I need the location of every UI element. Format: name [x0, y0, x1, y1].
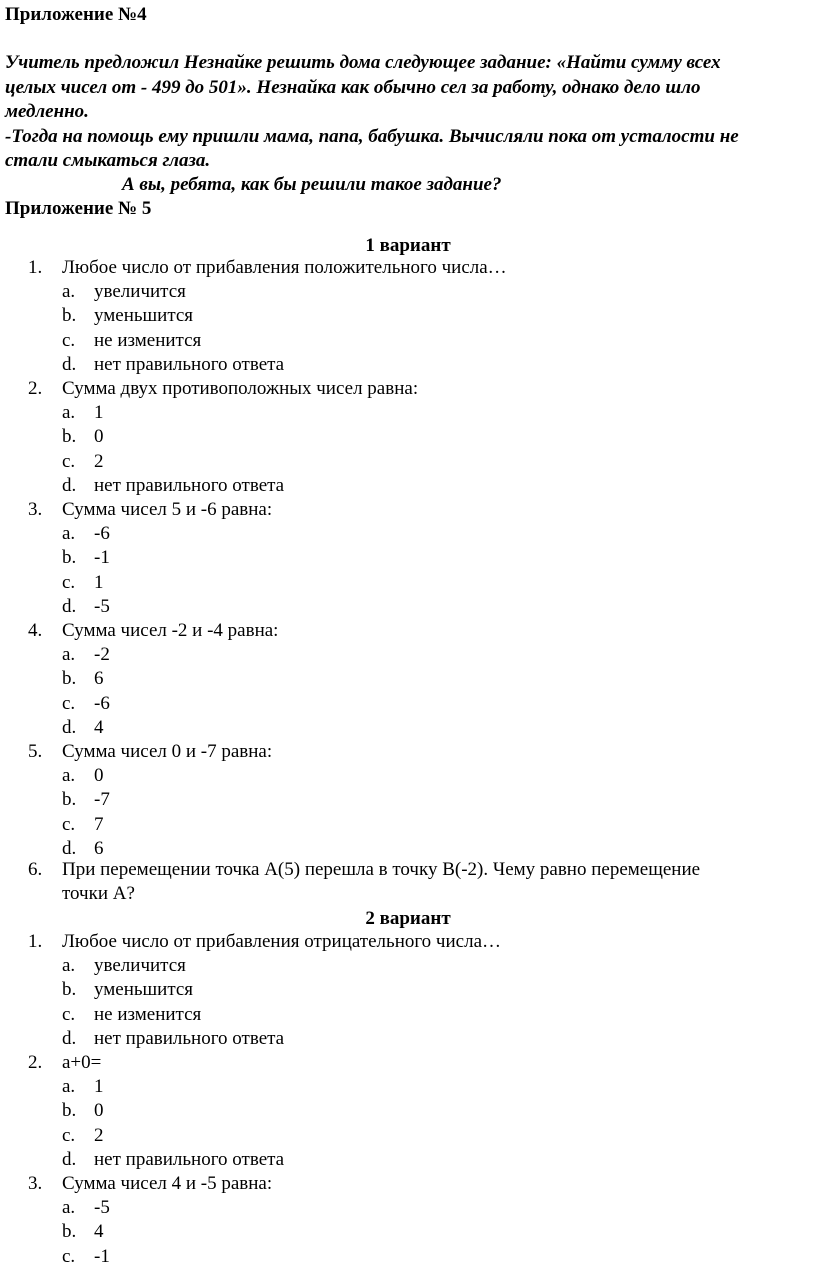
option-letter: d. — [62, 353, 77, 375]
option-text: -6 — [94, 523, 110, 545]
option-letter: d. — [62, 716, 77, 738]
question-text: При перемещении точка А(5) перешла в точку В(-2). Чему равно перемещение — [62, 859, 701, 880]
variant-2-title: 2 вариант — [365, 908, 451, 929]
question-number: 1. — [28, 257, 43, 278]
option-text: -2 — [94, 644, 110, 666]
option-text: увеличится — [94, 281, 186, 303]
option-letter: c. — [62, 1245, 76, 1267]
option-letter: d. — [62, 1148, 77, 1170]
question-number: 3. — [28, 499, 43, 520]
option-letter: d. — [62, 595, 77, 617]
option-letter: c. — [62, 813, 76, 835]
question-text: Любое число от прибавления отрицательного числа… — [62, 931, 502, 952]
option-text: 0 — [94, 426, 104, 448]
question-number: 6. — [28, 859, 43, 880]
question-number: 3. — [28, 1173, 43, 1194]
question-text: Сумма двух противоположных чисел равна: — [62, 378, 419, 399]
question-number: 1. — [28, 931, 43, 952]
option-text: 0 — [94, 765, 104, 787]
option-letter: b. — [62, 1221, 77, 1243]
story-line: медленно. — [5, 101, 89, 122]
option-letter: b. — [62, 668, 77, 690]
question-number: 4. — [28, 620, 43, 641]
variant-1-title: 1 вариант — [365, 235, 451, 256]
option-letter: b. — [62, 426, 77, 448]
option-letter: c. — [62, 692, 76, 714]
story-line: -Тогда на помощь ему пришли мама, папа, бабушка. Вычисляли пока от усталости не — [5, 126, 739, 147]
question-text: Сумма чисел 0 и -7 равна: — [62, 741, 273, 762]
question-number: 2. — [28, 378, 43, 399]
option-letter: b. — [62, 1100, 77, 1122]
story-line: Учитель предложил Незнайке решить дома следующее задание: «Найти сумму всех — [5, 52, 721, 73]
question-text: Сумма чисел 4 и -5 равна: — [62, 1173, 273, 1194]
question-text: a+0= — [62, 1052, 102, 1073]
story-line: стали смыкаться глаза. — [5, 150, 211, 171]
question-number: 5. — [28, 741, 43, 762]
option-text: нет правильного ответа — [94, 474, 285, 496]
option-letter: c. — [62, 329, 76, 351]
option-text: 1 — [94, 1076, 104, 1098]
option-text: -7 — [94, 789, 110, 811]
option-text: 0 — [94, 1100, 104, 1122]
option-text: 6 — [94, 837, 104, 859]
option-letter: a. — [62, 1197, 76, 1219]
question-text: Сумма чисел 5 и -6 равна: — [62, 499, 273, 520]
option-letter: a. — [62, 955, 76, 977]
question-text: точки А? — [62, 883, 135, 904]
option-letter: b. — [62, 305, 77, 327]
option-text: уменьшится — [94, 305, 194, 327]
option-letter: c. — [62, 1003, 76, 1025]
option-text: нет правильного ответа — [94, 1027, 285, 1049]
option-letter: a. — [62, 644, 76, 666]
story-question: А вы, ребята, как бы решили такое задание? — [122, 174, 502, 195]
option-letter: a. — [62, 1076, 76, 1098]
option-text: 6 — [94, 668, 104, 690]
option-text: 4 — [94, 1221, 104, 1243]
option-text: не изменится — [94, 1003, 202, 1025]
option-letter: b. — [62, 979, 77, 1001]
option-letter: a. — [62, 523, 76, 545]
option-text: -1 — [94, 547, 110, 569]
option-text: -6 — [94, 692, 110, 714]
option-text: не изменится — [94, 329, 202, 351]
option-text: 1 — [94, 402, 104, 424]
option-letter: b. — [62, 789, 77, 811]
option-text: уменьшится — [94, 979, 194, 1001]
option-letter: b. — [62, 547, 77, 569]
question-number: 2. — [28, 1052, 43, 1073]
option-text: -5 — [94, 1197, 110, 1219]
option-letter: a. — [62, 281, 76, 303]
appendix-5-heading: Приложение № 5 — [5, 198, 152, 219]
option-letter: c. — [62, 571, 76, 593]
option-letter: d. — [62, 474, 77, 496]
option-text: 4 — [94, 716, 104, 738]
story-line: целых чисел от - 499 до 501». Незнайка как обычно сел за работу, однако дело шло — [5, 77, 701, 98]
option-letter: d. — [62, 1027, 77, 1049]
option-text: нет правильного ответа — [94, 1148, 285, 1170]
question-text: Сумма чисел -2 и -4 равна: — [62, 620, 279, 641]
option-text: нет правильного ответа — [94, 353, 285, 375]
option-text: -5 — [94, 595, 110, 617]
option-text: 7 — [94, 813, 104, 835]
option-letter: a. — [62, 765, 76, 787]
option-text: -1 — [94, 1245, 110, 1267]
question-text: Любое число от прибавления положительного числа… — [62, 257, 507, 278]
option-text: 2 — [94, 450, 104, 472]
option-letter: a. — [62, 402, 76, 424]
option-text: увеличится — [94, 955, 186, 977]
option-letter: c. — [62, 1124, 76, 1146]
option-letter: d. — [62, 837, 77, 859]
option-text: 1 — [94, 571, 104, 593]
option-letter: c. — [62, 450, 76, 472]
appendix-4-heading: Приложение №4 — [5, 4, 147, 25]
option-text: 2 — [94, 1124, 104, 1146]
